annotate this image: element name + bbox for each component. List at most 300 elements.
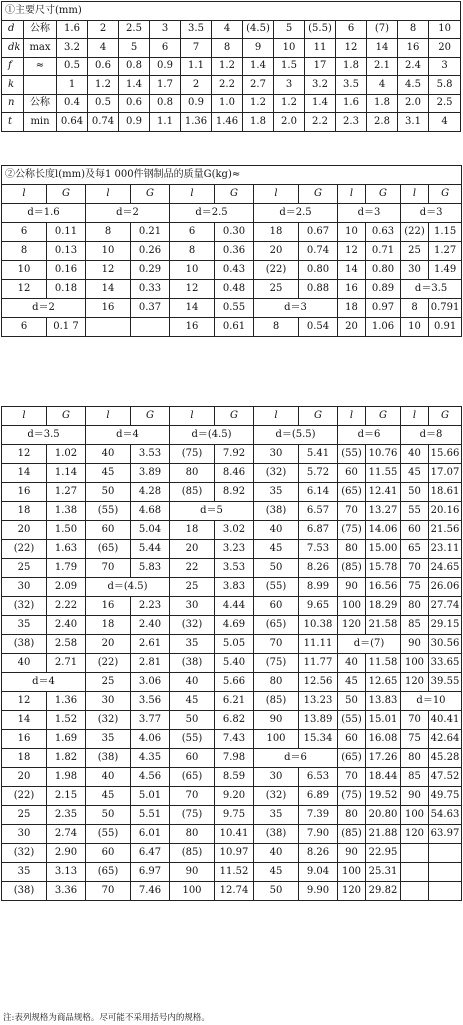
dimension-symbol: k [2,76,24,95]
dimension-value: 0.5 [88,94,119,113]
mass-value: 10.76 [366,445,401,464]
length-value: (65) [338,483,366,502]
diameter-label: d＝(5.5) [254,426,338,445]
length-value: 30 [2,578,47,597]
mass-value: 8.59 [215,768,254,787]
table-row [2,242,462,261]
table-cell: 18 [254,223,299,242]
dimension-row [2,57,461,76]
mass-value: 2.09 [47,578,86,597]
mass-value: 2.74 [47,825,86,844]
length-value: 80 [338,806,366,825]
length-value: 16 [86,597,131,616]
length-value: 40 [86,768,131,787]
length-value: (32) [2,844,47,863]
length-value: (32) [170,616,215,635]
dimension-value: 11 [305,39,336,58]
dimension-value: 1.6 [57,20,88,39]
length-value: 100 [338,863,366,882]
dimension-value: 4 [367,76,398,95]
diameter-label: d＝3.5 [2,426,86,445]
dimension-symbol: d [2,20,24,39]
length-value: 25 [86,673,131,692]
table-cell: 10 [401,318,429,337]
length-value: 70 [401,559,429,578]
table-row [2,464,462,483]
length-value: 40 [2,654,47,673]
mass-value: 33.65 [429,654,462,673]
table-cell: 0.89 [366,280,401,299]
length-value: (55) [170,730,215,749]
dimension-value: 1.2 [88,76,119,95]
table-row [2,616,462,635]
table-cell: 0.18 [47,280,86,299]
dimension-qualifier: 公称 [24,94,57,113]
dimension-value: 2 [88,20,119,39]
diameter-label: d＝(4.5) [170,426,254,445]
table-cell: 14 [170,299,215,318]
table-cell: 12 [2,280,47,299]
mass-value: 8.46 [215,464,254,483]
table-cell: 0.21 [131,223,170,242]
mass-value: 4.56 [131,768,170,787]
length-value: 120 [401,673,429,692]
mass-header: G [215,185,254,204]
table-cell: 6 [2,318,47,337]
length-value: 90 [170,863,215,882]
length-value: 12 [2,692,47,711]
length-value: 16 [2,483,47,502]
length-value: (65) [254,616,299,635]
mass-value: 15.78 [366,559,401,578]
dimension-value: 1.8 [367,94,398,113]
dimension-value: 0.74 [88,113,119,132]
length-value: 12 [2,445,47,464]
length-value: (85) [338,825,366,844]
mass-value: 5.72 [299,464,338,483]
mass-value: 3.77 [131,711,170,730]
diameter-label: d＝4 [86,426,170,445]
diameter-label: d＝3.5 [401,280,462,299]
dimension-value: 1.8 [336,57,367,76]
length-value: 75 [401,578,429,597]
mass-header: G [131,185,170,204]
section1-title: ①主要尺寸(mm) [2,2,461,21]
diameter-label: d＝3 [338,204,401,223]
diameter-label: d＝4 [2,673,86,692]
mass-header: G [299,185,338,204]
mass-value: 4.06 [131,730,170,749]
dimension-value: 1.6 [336,94,367,113]
length-value: (75) [170,445,215,464]
mass-value: 2.71 [47,654,86,673]
mass-value: 23.11 [429,540,462,559]
length-value: 25 [2,806,47,825]
length-value: 85 [401,616,429,635]
length-value: (85) [170,483,215,502]
mass-header: G [366,185,401,204]
length-value: 60 [86,844,131,863]
mass-value: 18.44 [366,768,401,787]
dimension-value: 4.5 [398,76,429,95]
length-value: 22 [170,559,215,578]
mass-value: 10.97 [215,844,254,863]
length-value: 50 [254,882,299,901]
mass-value: 21.56 [429,521,462,540]
table-cell: 0.11 [47,223,86,242]
table-cell [131,318,170,337]
mass-value: 7.53 [299,540,338,559]
dimension-row [2,76,461,95]
table-row [2,540,462,559]
table-cell: 14 [338,261,366,280]
mass-value: 2.58 [47,635,86,654]
mass-value: 5.51 [131,806,170,825]
mass-value: 12.41 [366,483,401,502]
dimension-symbol: t [2,113,24,132]
mass-value: 40.41 [429,711,462,730]
table-row [2,261,462,280]
dimension-value: 0.9 [181,94,212,113]
table-row [2,597,462,616]
dimension-value: 2.8 [367,113,398,132]
mass-value: 6.87 [299,521,338,540]
mass-value: 30.56 [429,635,462,654]
table-cell: 0.74 [299,242,338,261]
dimension-value: 7 [181,39,212,58]
mass-value: 3.36 [47,882,86,901]
length-value: 45 [86,787,131,806]
mass-value: 13.89 [299,711,338,730]
dimension-value: 8 [398,20,429,39]
mass-value: 2.22 [47,597,86,616]
table-cell [401,882,429,901]
length-value: (75) [170,806,215,825]
mass-value: 45.28 [429,749,462,768]
length-value: 55 [401,502,429,521]
diameter-group-row [2,204,462,223]
mass-value: 9.04 [299,863,338,882]
diameter-label: d＝8 [401,426,462,445]
mass-value: 11.52 [215,863,254,882]
length-header: l [170,407,215,426]
mass-header: G [429,185,462,204]
table-cell: 0.48 [215,280,254,299]
length-value: 35 [170,635,215,654]
dimension-qualifier: max [24,39,57,58]
dimension-value: (4.5) [243,20,274,39]
table-row [2,483,462,502]
table-cell: 0.63 [366,223,401,242]
mass-value: 2.81 [131,654,170,673]
dimension-value: 12 [336,39,367,58]
table-cell: 0.54 [299,318,338,337]
length-value: 50 [338,692,366,711]
table-cell: 0.30 [215,223,254,242]
mass-value: 9.75 [215,806,254,825]
mass-value: 11.55 [366,464,401,483]
length-value: 45 [254,863,299,882]
length-value: 25 [170,578,215,597]
dimension-row [2,20,461,39]
length-value: 60 [86,521,131,540]
table-row [2,635,462,654]
mass-value: 10.41 [215,825,254,844]
table-row [2,825,462,844]
dimension-value: 1.2 [243,94,274,113]
mass-value: 8.26 [299,844,338,863]
length-value: (75) [338,787,366,806]
mass-value: 2.40 [131,616,170,635]
length-header: l [338,185,366,204]
table-row [2,882,462,901]
dimension-value: 2.3 [336,113,367,132]
mass-value: 7.92 [215,445,254,464]
dimension-qualifier: ≈ [24,57,57,76]
length-header: l [2,407,47,426]
length-value: 100 [401,806,429,825]
mass-value: 15.00 [366,540,401,559]
length-value: 100 [170,882,215,901]
table-row [2,673,462,692]
mass-value: 1.52 [47,711,86,730]
mass-header: G [47,407,86,426]
length-value: 20 [170,540,215,559]
dimension-value: 3.5 [336,76,367,95]
mass-value: 13.83 [366,692,401,711]
table-cell: (22) [254,261,299,280]
mass-value: 4.69 [215,616,254,635]
length-value: 70 [86,559,131,578]
dimension-value: 0.6 [119,94,150,113]
length-value: 30 [86,692,131,711]
mass-value: 16.08 [366,730,401,749]
length-value: (38) [86,749,131,768]
mass-value: 2.23 [131,597,170,616]
mass-value: 2.40 [47,616,86,635]
table-cell: 0.1 7 [47,318,86,337]
length-value: (65) [86,540,131,559]
length-value: (32) [2,597,47,616]
table-cell: 16 [170,318,215,337]
table-row [2,280,462,299]
table-row [2,318,462,337]
mass-value: 6.47 [131,844,170,863]
mass-value: 9.65 [299,597,338,616]
length-value: 70 [338,768,366,787]
mass-value: 42.64 [429,730,462,749]
length-value: 30 [254,768,299,787]
dimension-value: 3.2 [57,39,88,58]
length-value: 80 [401,749,429,768]
table-cell: 10 [338,223,366,242]
mass-value: 9.90 [299,882,338,901]
table-cell: 14 [86,280,131,299]
dimension-value: 5.8 [429,76,461,95]
table-row [2,223,462,242]
length-value: (22) [2,540,47,559]
table-cell [401,844,429,863]
length-value: 80 [170,825,215,844]
length-value: 18 [2,502,47,521]
mass-value: 2.35 [47,806,86,825]
dimension-row [2,39,461,58]
table-row [2,654,462,673]
length-value: 120 [338,882,366,901]
mass-table-2 [1,406,462,901]
diameter-label: d＝3 [254,299,338,318]
mass-value: 22.95 [366,844,401,863]
footnote: 注:表列规格为商品规格。尽可能不采用括号内的规格。 [3,1013,210,1023]
mass-value: 39.55 [429,673,462,692]
length-value: 25 [2,559,47,578]
dimension-value: 0.4 [57,94,88,113]
length-value: 90 [401,635,429,654]
length-value: 65 [401,540,429,559]
length-header: l [254,407,299,426]
mass-value: 3.23 [215,540,254,559]
table-cell: 16 [338,280,366,299]
length-value: 18 [2,749,47,768]
length-value: 70 [401,711,429,730]
mass-value: 5.66 [215,673,254,692]
length-value: 100 [401,654,429,673]
mass-value: 12.56 [299,673,338,692]
mass-value: 7.98 [215,749,254,768]
mass-value: 24.65 [429,559,462,578]
length-value: 35 [86,730,131,749]
table-cell: 20 [338,318,366,337]
table-row [2,749,462,768]
table-cell: (22) [401,223,429,242]
mass-value: 20.80 [366,806,401,825]
dimension-value: 9 [243,39,274,58]
length-value: 50 [86,483,131,502]
length-value: 30 [2,825,47,844]
length-header: l [338,407,366,426]
mass-value: 1.98 [47,768,86,787]
length-value: 80 [170,464,215,483]
length-value: 60 [338,730,366,749]
dimension-row [2,94,461,113]
dimension-value: 17 [305,57,336,76]
table-cell: 0.36 [215,242,254,261]
dimension-value: 4 [429,113,461,132]
length-value: (38) [254,825,299,844]
length-value: 60 [254,597,299,616]
length-value: (85) [170,844,215,863]
table-cell: 1.27 [429,242,462,261]
dimension-value: 5 [119,39,150,58]
dimension-value: 1.8 [243,113,274,132]
length-value: 14 [2,711,47,730]
mass-value: 3.56 [131,692,170,711]
dimension-value: 20 [429,39,461,58]
length-value: 20 [86,635,131,654]
length-value: (65) [170,768,215,787]
length-value: 90 [401,787,429,806]
table-cell: 0.791 [429,299,462,318]
mass-value: 26.06 [429,578,462,597]
mass-value: 19.52 [366,787,401,806]
length-value: 14 [2,464,47,483]
mass-header: G [429,407,462,426]
dimension-value: 2.0 [398,94,429,113]
table-cell: 8 [401,299,429,318]
length-value: (85) [254,692,299,711]
mass-value: 1.63 [47,540,86,559]
length-value: 20 [2,521,47,540]
dimension-row [2,113,461,132]
length-value: 18 [170,521,215,540]
dimension-qualifier [24,76,57,95]
table-row [2,768,462,787]
mass-value: 5.01 [131,787,170,806]
mass-value: 29.82 [366,882,401,901]
length-value: 90 [338,578,366,597]
dimension-value: 1.46 [212,113,243,132]
dimension-qualifier: min [24,113,57,132]
dimension-value: 6 [150,39,181,58]
table-cell: 18 [338,299,366,318]
dimension-value: 3.2 [305,76,336,95]
dimension-value: 3 [274,76,305,95]
mass-value: 54.63 [429,806,462,825]
mass-value: 3.53 [131,445,170,464]
length-value: (32) [86,711,131,730]
length-value: (75) [338,521,366,540]
mass-value: 1.79 [47,559,86,578]
table-cell: 8 [2,242,47,261]
table-row [2,559,462,578]
length-value: 35 [254,806,299,825]
diameter-label: d＝2 [86,204,170,223]
mass-value: 6.21 [215,692,254,711]
length-value: 45 [254,540,299,559]
mass-value: 18.29 [366,597,401,616]
column-header-row [2,185,462,204]
mass-value: 21.88 [366,825,401,844]
mass-value: 63.97 [429,825,462,844]
mass-value: 6.97 [131,863,170,882]
mass-value: 6.14 [299,483,338,502]
dimension-value: 0.9 [119,113,150,132]
diameter-label: d＝(4.5) [86,578,170,597]
diameter-label: d＝1.6 [2,204,86,223]
length-value: 50 [170,711,215,730]
dimension-value: 1.1 [150,113,181,132]
dimension-value: 5 [274,20,305,39]
length-header: l [170,185,215,204]
mass-value: 8.99 [299,578,338,597]
mass-value: 7.90 [299,825,338,844]
length-value: 80 [254,673,299,692]
mass-value: 11.77 [299,654,338,673]
mass-value: 13.23 [299,692,338,711]
mass-value: 2.61 [131,635,170,654]
table-row [2,299,462,318]
length-value: 70 [170,787,215,806]
mass-value: 12.74 [215,882,254,901]
dimension-value: 2.2 [212,76,243,95]
length-value: (55) [86,825,131,844]
mass-value: 5.04 [131,521,170,540]
mass-value: 6.57 [299,502,338,521]
mass-value: 21.58 [366,616,401,635]
table-cell: 0.16 [47,261,86,280]
length-value: (38) [254,502,299,521]
dimension-symbol: f [2,57,24,76]
